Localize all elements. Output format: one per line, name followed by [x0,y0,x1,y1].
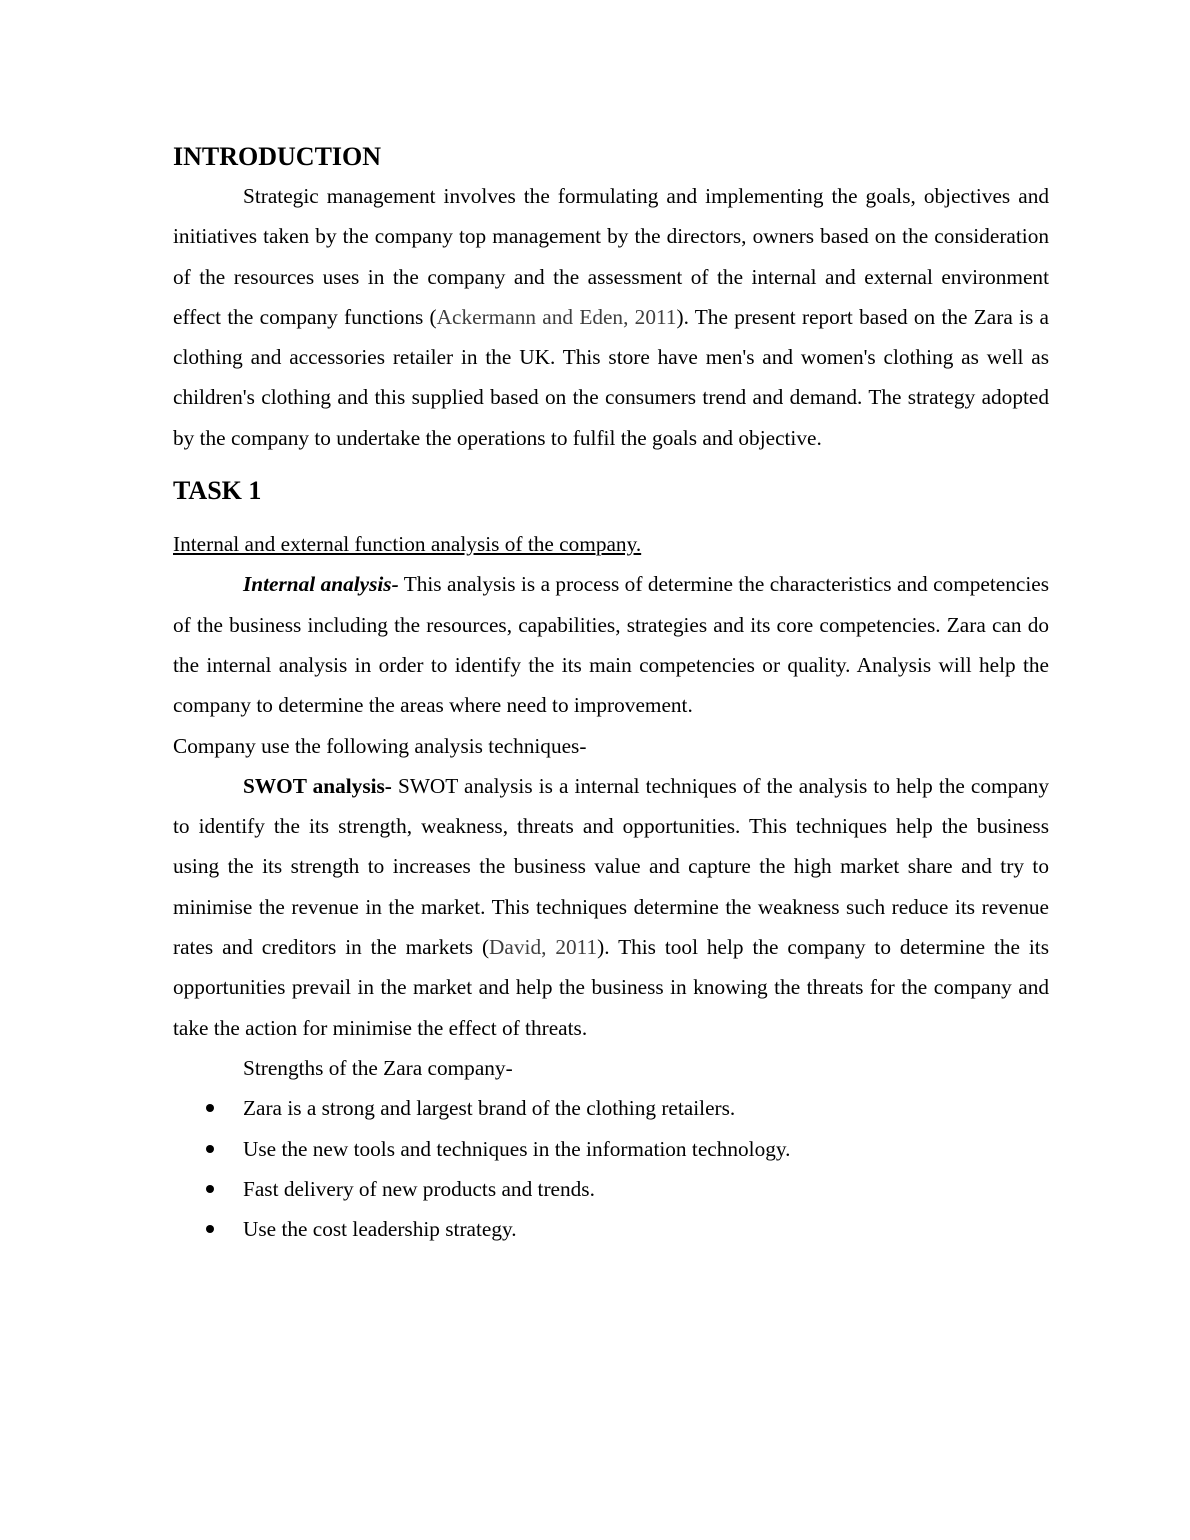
task1-heading: TASK 1 [173,476,262,506]
list-item [173,1088,1049,1128]
list-item [173,1169,1049,1209]
bullet-icon [206,1225,214,1233]
citation-david: David, 2011 [489,935,598,960]
bullet-icon [206,1145,214,1153]
strength-text: Zara is a strong and largest brand of the clothing retailers. [243,1096,736,1121]
introduction-heading: INTRODUCTION [173,142,382,171]
strength-text: Use the cost leadership strategy. [243,1217,517,1242]
bullet-icon [206,1104,214,1112]
intro-text-part-1: Strategic management involves the formulating and implementing the goals, objectives and initiatives taken by the company top management by the directors, owners based on the consideration of the resources uses in the company and the assessment of the internal and external environment effect the company functions ( [173,184,1049,329]
internal-analysis-paragraph [173,564,1049,725]
internal-analysis-text: This analysis is a process of determine the characteristics and competencies of the business including the resources, capabilities, strategies and its core competencies. Zara can do the internal analysis in order to identify the its main competencies or quality. Analysis will help the company to determine the areas where need to improvement. [173,572,1050,718]
citation-ackermann-eden: Ackermann and Eden, 2011 [436,304,677,329]
strengths-heading: Strengths of the Zara company- [243,1055,513,1080]
swot-label: SWOT analysis- [243,773,392,798]
strengths-list [173,1088,1049,1249]
swot-text-part-2: ). This tool help the company to determine the its opportunities prevail in the market and help the business in knowing the threats for the company and take the action for minimise the effect of threats. [173,935,1050,1040]
strength-text: Use the new tools and techniques in the information technology. [243,1136,791,1161]
techniques-line: Company use the following analysis techniques- [173,733,587,758]
swot-paragraph [173,766,1049,1048]
document-page [173,138,1049,1249]
bullet-icon [206,1185,214,1193]
task1-subheading-text: Internal and external function analysis of the company. [173,532,642,557]
intro-text-part-2: ). The present report based on the Zara is a clothing and accessories retailer in the UK. This store have men's and women's clothing as well as children's clothing and this supplied based on the consumers trend and demand. The strategy adopted by the company to undertake the operations to fulfil the goals and objective. [173,304,1049,450]
introduction-paragraph [173,176,1049,458]
task1-subheading [173,524,1049,564]
internal-analysis-label: Internal analysis- [243,572,399,597]
list-item [173,1129,1049,1169]
swot-text-part-1: SWOT analysis is a internal techniques of the analysis to help the company to identify the its strength, weakness, threats and opportunities. This techniques help the business using the its strength to increases the business value and capture the high market share and try to minimise the revenue in the market. This techniques determine the weakness such reduce its revenue rates and creditors in the markets ( [173,773,1049,960]
list-item [173,1209,1049,1249]
strength-text: Fast delivery of new products and trends. [243,1176,595,1201]
